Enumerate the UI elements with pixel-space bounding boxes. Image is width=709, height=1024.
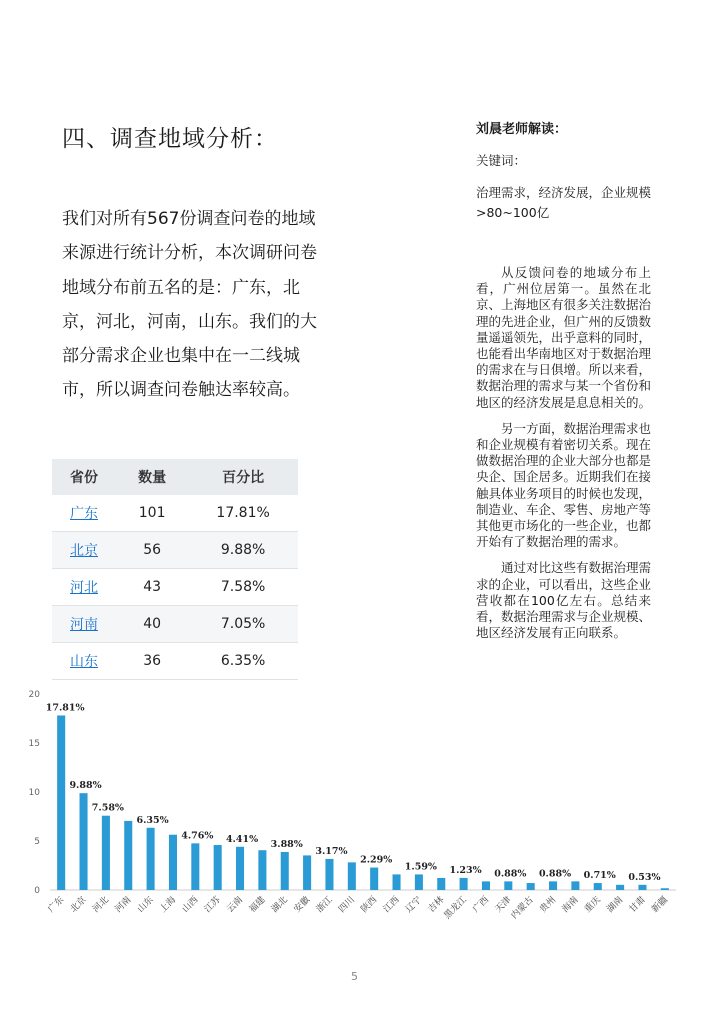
x-tick-label: 四川 [337, 895, 357, 915]
chart-bar [191, 843, 199, 890]
chart-bar [571, 881, 579, 890]
commentary-heading: 刘晨老师解读： [476, 122, 568, 137]
chart-bar [370, 868, 378, 890]
region-distribution-chart [26, 688, 682, 950]
data-label: 0.71% [583, 870, 616, 882]
table-row [52, 569, 298, 606]
x-tick-label: 海南 [560, 895, 581, 915]
x-tick-label: 山西 [180, 895, 201, 915]
x-tick-label: 吉林 [426, 895, 447, 915]
top5-province-table [52, 459, 298, 680]
chart-bar [348, 862, 356, 890]
x-tick-label: 福建 [247, 895, 268, 915]
province-link[interactable]: 广东 [52, 495, 116, 532]
x-tick-label: 广东 [46, 895, 67, 915]
data-label: 3.88% [270, 838, 303, 850]
count-cell: 36 [116, 643, 188, 680]
x-tick-label: 天津 [493, 895, 514, 915]
commentary-paragraph: 通过对比这些有数据治理需求的企业，可以看出，这些企业营收都在100亿左右。总结来看，数据治理需求与企业规模、地区经济发展有正向联系。 [476, 560, 652, 641]
keywords-label: 关键词： [476, 153, 527, 168]
x-tick-label: 辽宁 [404, 895, 425, 915]
chart-bar [549, 881, 557, 890]
chart-bar [124, 821, 132, 890]
table-row [52, 606, 298, 643]
table-row [52, 643, 298, 680]
x-tick-label: 陕西 [359, 895, 380, 915]
x-tick-label: 广西 [471, 895, 492, 915]
y-tick-label: 0 [34, 886, 40, 896]
page-number: 5 [351, 970, 358, 983]
count-cell: 40 [116, 606, 188, 643]
data-label: 0.53% [628, 871, 661, 883]
expert-commentary [476, 118, 668, 651]
keywords-value: 治理需求，经济发展，企业规模 >80~100亿 [476, 185, 668, 220]
header-percent: 百分比 [188, 459, 298, 495]
chart-bar [616, 885, 624, 890]
chart-bar [594, 883, 602, 890]
province-link[interactable]: 山东 [52, 643, 116, 680]
y-tick-label: 10 [28, 788, 40, 798]
chart-bar [303, 855, 311, 890]
x-tick-label: 黑龙江 [442, 895, 469, 922]
chart-bar [393, 874, 401, 890]
table-row [52, 495, 298, 532]
percent-cell: 17.81% [188, 495, 298, 532]
data-label: 1.23% [449, 864, 482, 876]
x-tick-label: 江西 [381, 895, 402, 915]
x-tick-label: 山东 [135, 895, 156, 915]
x-tick-label: 北京 [68, 895, 89, 915]
percent-cell: 7.58% [188, 569, 298, 606]
chart-bar [102, 816, 110, 890]
count-cell: 43 [116, 569, 188, 606]
chart-bar [236, 847, 244, 890]
y-tick-label: 15 [28, 739, 40, 749]
commentary-paragraph: 从反馈问卷的地域分布上看，广州位居第一。虽然在北京、上海地区有很多关注数据治理的先进企业，但广州的反馈数量遥遥领先，出乎意料的同时，也能看出华南地区对于数据治理的需求在与日俱增。所以来看，数据治理的需求与某一个省份和地区的经济发展是息息相关的。 [476, 265, 652, 410]
x-tick-label: 甘肃 [627, 895, 648, 915]
chart-bar [57, 715, 65, 890]
data-label: 4.41% [225, 833, 259, 845]
chart-bar [169, 835, 177, 890]
data-label: 17.81% [45, 702, 85, 714]
x-tick-label: 湖南 [605, 895, 626, 915]
data-label: 1.59% [404, 861, 437, 873]
x-tick-label: 贵州 [538, 895, 559, 915]
province-link[interactable]: 河北 [52, 569, 116, 606]
count-cell: 101 [116, 495, 188, 532]
x-tick-label: 河北 [91, 895, 112, 915]
header-province: 省份 [52, 459, 116, 495]
data-label: 6.35% [136, 814, 169, 826]
x-tick-label: 内蒙古 [509, 895, 536, 922]
chart-bar [661, 888, 669, 890]
chart-bar [482, 881, 490, 890]
percent-cell: 6.35% [188, 643, 298, 680]
chart-bar [258, 850, 266, 890]
chart-bar [460, 878, 468, 890]
data-label: 7.58% [91, 802, 124, 814]
x-tick-label: 江苏 [202, 895, 223, 915]
data-label: 3.17% [315, 845, 348, 857]
commentary-paragraph: 另一方面，数据治理需求也和企业规模有着密切关系。现在做数据治理的企业大部分也都是央企、国企居多。近期我们在接触具体业务项目的时候也发现，制造业、车企、零售、房地产等其他更市场化的一些企业，也都开始有了数据治理的需求。 [476, 420, 652, 550]
x-tick-label: 河南 [113, 895, 134, 915]
data-label: 0.88% [494, 868, 527, 880]
intro-paragraph: 我们对所有567份调查问卷的地域来源进行统计分析，本次调研问卷地域分布前五名的是：广东，北京，河北，河南，山东。我们的大部分需求企业也集中在一二线城市，所以调查问卷触达率较高。 [62, 209, 317, 401]
province-link[interactable]: 北京 [52, 532, 116, 569]
table-row [52, 532, 298, 569]
x-tick-label: 重庆 [583, 895, 603, 915]
percent-cell: 7.05% [188, 606, 298, 643]
data-label: 0.88% [538, 868, 572, 880]
chart-bar [147, 828, 155, 890]
count-cell: 56 [116, 532, 188, 569]
data-label: 2.29% [360, 854, 393, 866]
data-label: 4.76% [181, 830, 214, 842]
x-tick-label: 新疆 [650, 895, 670, 915]
province-link[interactable]: 河南 [52, 606, 116, 643]
chart-bar [214, 845, 222, 890]
table-header-row [52, 459, 298, 495]
y-tick-label: 5 [34, 837, 40, 847]
chart-bar [437, 878, 445, 890]
chart-bar [504, 881, 512, 890]
x-tick-label: 上海 [158, 895, 179, 915]
data-label: 9.88% [69, 780, 102, 792]
chart-bar [527, 883, 535, 890]
x-tick-label: 浙江 [314, 895, 335, 915]
percent-cell: 9.88% [188, 532, 298, 569]
section-title: 四、调查地域分析： [62, 126, 278, 152]
chart-bar [325, 859, 333, 890]
chart-bar [638, 885, 646, 890]
header-count: 数量 [116, 459, 188, 495]
x-tick-label: 湖北 [270, 895, 290, 915]
y-tick-label: 20 [28, 690, 40, 700]
chart-bar [281, 852, 289, 890]
chart-bar [415, 874, 423, 890]
chart-bar [80, 793, 88, 890]
x-tick-label: 安徽 [292, 895, 313, 915]
x-tick-label: 云南 [225, 895, 246, 915]
